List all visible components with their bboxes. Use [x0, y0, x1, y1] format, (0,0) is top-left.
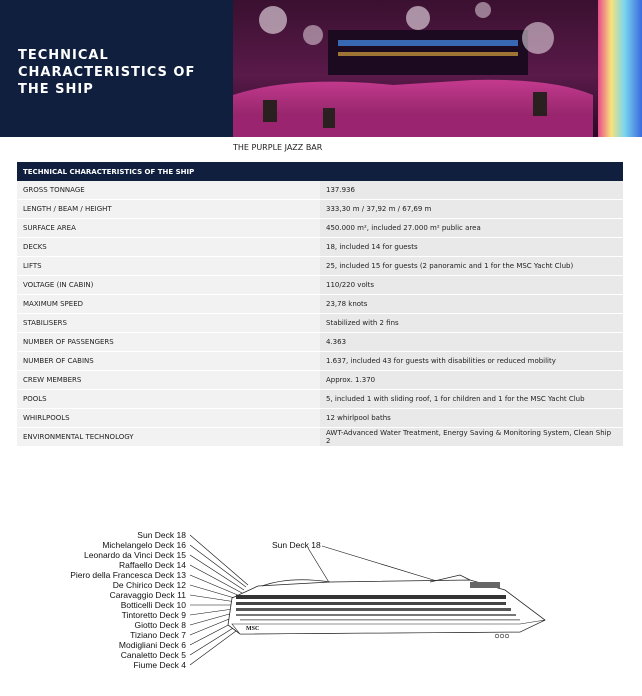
deck-name: Botticelli Deck	[120, 600, 175, 610]
row-label: POOLS	[17, 390, 320, 409]
row-value: 137.936	[320, 181, 623, 200]
deck-number: 7	[181, 630, 186, 640]
row-value: AWT-Advanced Water Treatment, Energy Saving & Monitoring System, Clean Ship 2	[320, 428, 623, 447]
deck-name: Modigliani Deck	[118, 640, 179, 650]
deck-name: Michelangelo Deck	[102, 540, 175, 550]
row-label: SURFACE AREA	[17, 219, 320, 238]
deck-name: Tiziano Deck	[130, 630, 179, 640]
svg-text:Tiziano Deck 7	[130, 630, 186, 640]
row-label: LENGTH / BEAM / HEIGHT	[17, 200, 320, 219]
svg-text:Sun Deck 18	[137, 530, 186, 540]
deck-number: 8	[181, 620, 186, 630]
table-row	[17, 257, 623, 276]
table-row	[17, 238, 623, 257]
svg-text:Raffaello Deck 14	[119, 560, 186, 570]
row-value: 23,78 knots	[320, 295, 623, 314]
row-value: 450.000 m², included 27.000 m² public area	[320, 219, 623, 238]
svg-text:Leonardo da Vinci Deck 15	[84, 550, 186, 560]
ship-illustration	[228, 575, 545, 638]
deck-number: 5	[181, 650, 186, 660]
row-label: NUMBER OF PASSENGERS	[17, 333, 320, 352]
specs-table	[17, 162, 623, 447]
svg-text:Botticelli Deck 10	[121, 600, 186, 610]
row-value: 18, included 14 for guests	[320, 238, 623, 257]
row-label: LIFTS	[17, 257, 320, 276]
table-row	[17, 409, 623, 428]
deck-number: 16	[176, 540, 186, 550]
row-label: GROSS TONNAGE	[17, 181, 320, 200]
table-row	[17, 181, 623, 200]
table-heading: TECHNICAL CHARACTERISTICS OF THE SHIP	[17, 162, 623, 181]
row-label: CREW MEMBERS	[17, 371, 320, 390]
row-label: DECKS	[17, 238, 320, 257]
bar-photo	[233, 0, 642, 137]
deck-name: Raffaello Deck	[119, 560, 175, 570]
table-row	[17, 276, 623, 295]
deck-name: Leonardo da Vinci Deck	[84, 550, 175, 560]
row-label: WHIRLPOOLS	[17, 409, 320, 428]
deck-name: De Chirico Deck	[112, 580, 175, 590]
table-row	[17, 333, 623, 352]
row-value: 5, included 1 with sliding roof, 1 for children and 1 for the MSC Yacht Club	[320, 390, 623, 409]
table-row	[17, 295, 623, 314]
svg-text:Piero della Francesca Deck 13	[70, 570, 186, 580]
row-value: Approx. 1.370	[320, 371, 623, 390]
table-row	[17, 219, 623, 238]
table-row	[17, 352, 623, 371]
sun-deck-label: Sun Deck 18	[272, 540, 321, 550]
msc-logo: MSC	[246, 626, 260, 632]
row-value: 1.637, included 43 for guests with disabilities or reduced mobility	[320, 352, 623, 371]
deck-number: 13	[176, 570, 186, 580]
row-value: 25, included 15 for guests (2 panoramic and 1 for the MSC Yacht Club)	[320, 257, 623, 276]
header-band	[0, 0, 233, 137]
row-label: STABILISERS	[17, 314, 320, 333]
deck-number: 11	[177, 590, 186, 600]
svg-text:Michelangelo Deck 16	[102, 540, 186, 550]
deck-name: Tintoretto Deck	[121, 610, 179, 620]
ship-deck-diagram	[0, 520, 642, 696]
row-value: Stabilized with 2 fins	[320, 314, 623, 333]
row-label: VOLTAGE (IN CABIN)	[17, 276, 320, 295]
deck-name: Piero della Francesca Deck	[70, 570, 175, 580]
svg-text:Fiume Deck 4	[134, 660, 187, 670]
deck-number: 9	[181, 610, 186, 620]
table-row	[17, 314, 623, 333]
svg-text:Canaletto Deck 5	[121, 650, 187, 660]
table-row	[17, 371, 623, 390]
table-row	[17, 428, 623, 447]
table-header-row	[17, 162, 623, 181]
row-value: 110/220 volts	[320, 276, 623, 295]
deck-name: Caravaggio Deck	[109, 590, 175, 600]
table-row	[17, 390, 623, 409]
row-label: ENVIRONMENTAL TECHNOLOGY	[17, 428, 320, 447]
svg-text:Modigliani Deck 6	[119, 640, 186, 650]
svg-text:Giotto Deck 8	[134, 620, 186, 630]
deck-name: Canaletto Deck	[120, 650, 179, 660]
deck-number: 15	[176, 550, 186, 560]
deck-number: 18	[176, 530, 186, 540]
deck-number: 10	[176, 600, 186, 610]
photo-caption: THE PURPLE JAZZ BAR	[233, 143, 323, 152]
deck-name: Sun Deck	[137, 530, 175, 540]
deck-number: 12	[176, 580, 186, 590]
svg-text:Caravaggio Deck 11	[110, 590, 187, 600]
row-value: 4.363	[320, 333, 623, 352]
deck-labels	[70, 530, 186, 670]
page-title: TECHNICAL CHARACTERISTICS OF THE SHIP	[18, 48, 196, 97]
table-row	[17, 200, 623, 219]
svg-text:Tintoretto Deck 9	[122, 610, 187, 620]
deck-name: Fiume Deck	[133, 660, 179, 670]
row-value: 12 whirlpool baths	[320, 409, 623, 428]
deck-number: 6	[181, 640, 186, 650]
row-value: 333,30 m / 37,92 m / 67,69 m	[320, 200, 623, 219]
deck-number: 14	[176, 560, 186, 570]
row-label: MAXIMUM SPEED	[17, 295, 320, 314]
deck-name: Giotto Deck	[134, 620, 179, 630]
row-label: NUMBER OF CABINS	[17, 352, 320, 371]
deck-number: 4	[181, 660, 186, 670]
svg-text:De Chirico Deck 12	[113, 580, 187, 590]
